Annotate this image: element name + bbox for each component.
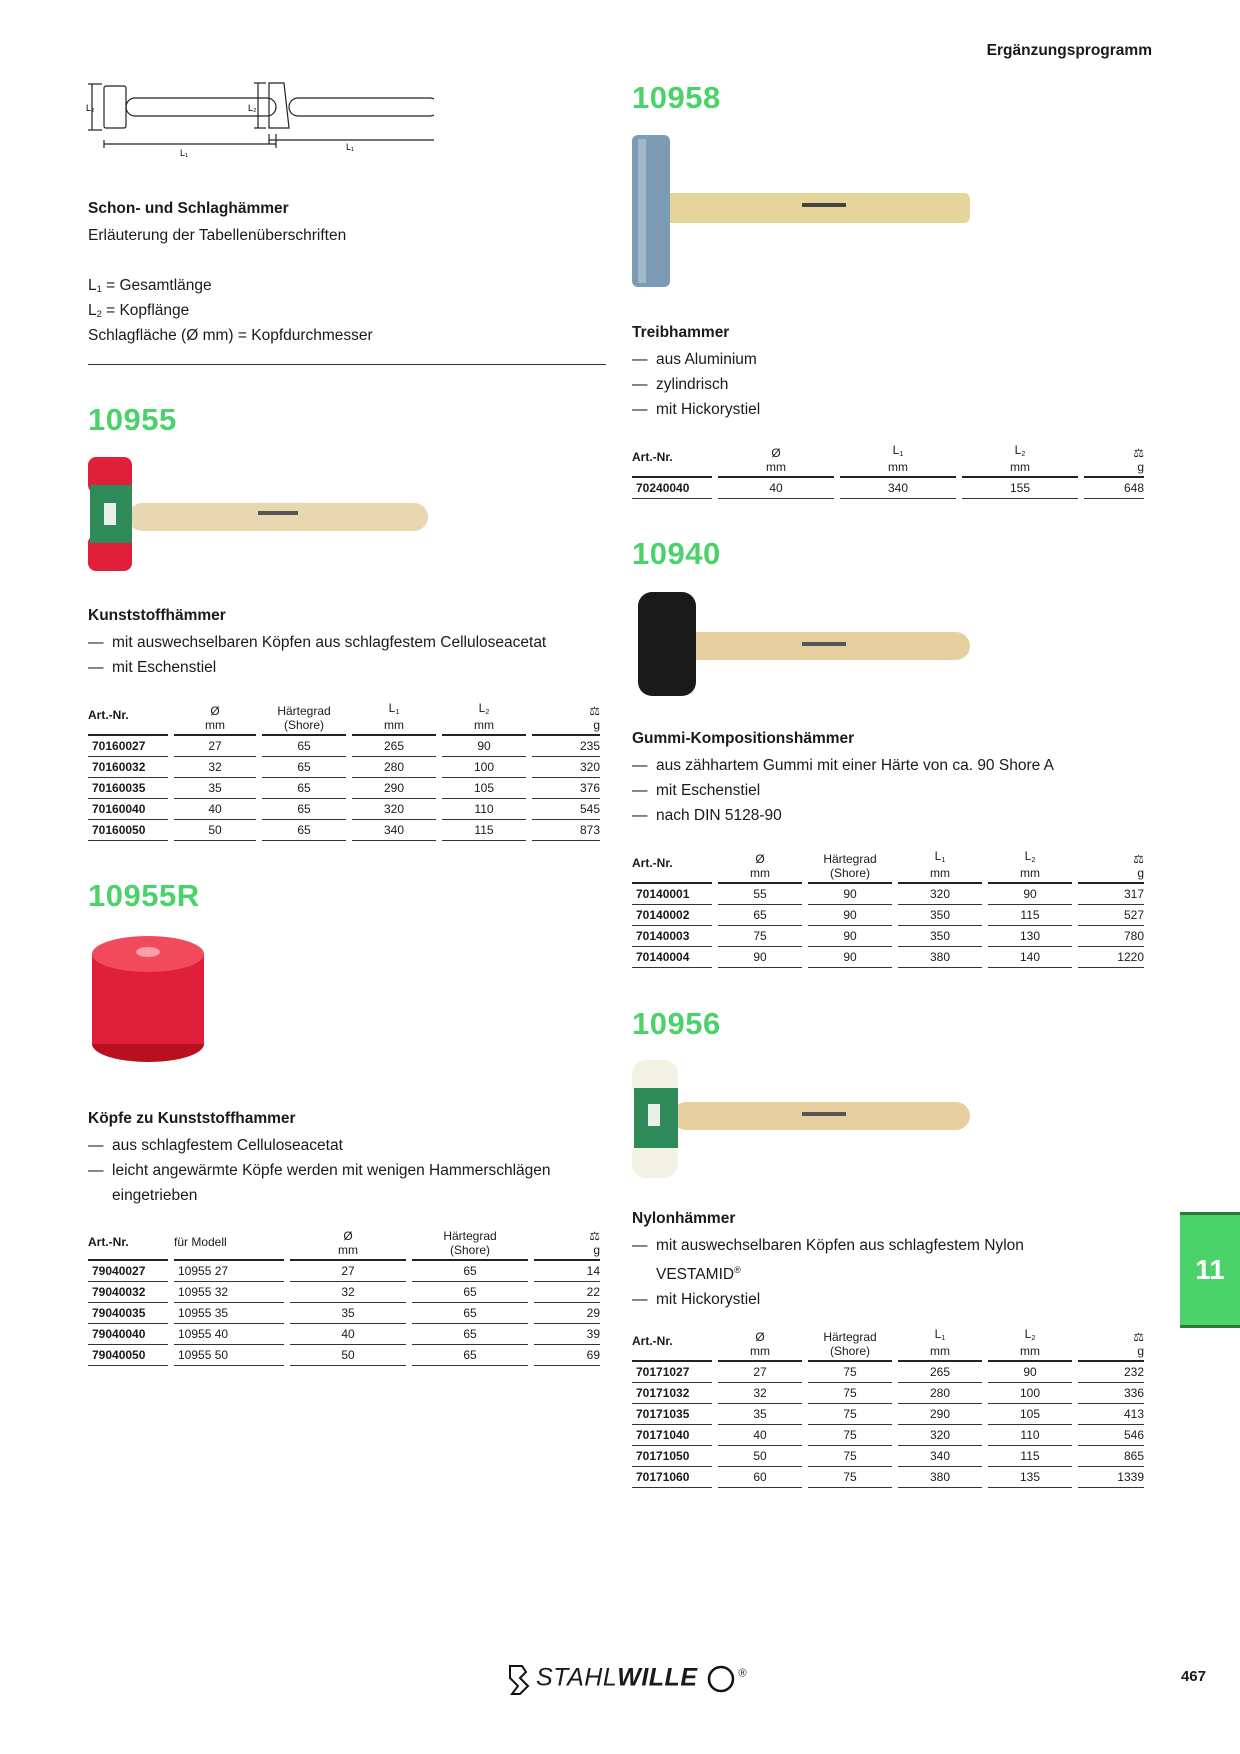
table-cell: 65	[262, 820, 346, 841]
table-cell: 380	[898, 1467, 982, 1488]
table-cell: 70140001	[632, 884, 712, 905]
table-cell: 10955 27	[174, 1261, 284, 1282]
col-l1: $L_1$ mm	[840, 444, 956, 478]
table-cell: 350	[898, 926, 982, 947]
table-cell: 70240040	[632, 478, 712, 499]
table-cell: 75	[808, 1362, 892, 1383]
table-row	[632, 1383, 1144, 1404]
col-l2: $L_2$ mm	[962, 444, 1078, 478]
table-cell: 40	[174, 799, 256, 820]
table-row	[632, 926, 1144, 947]
table-cell: 75	[808, 1404, 892, 1425]
rubber-hammer-image	[632, 590, 972, 700]
table-cell: 70160050	[88, 820, 168, 841]
table-cell: 317	[1078, 884, 1144, 905]
plastic-hammer-image	[88, 455, 433, 575]
col-l2: $L_2$ mm	[442, 702, 526, 736]
table-cell: 873	[532, 820, 600, 841]
table-cell: 10955 50	[174, 1345, 284, 1366]
table-cell: 235	[532, 736, 600, 757]
table-row	[632, 905, 1144, 926]
table-cell: 320	[532, 757, 600, 778]
col-weight: ⚖ g	[1078, 1328, 1144, 1362]
table-cell: 545	[532, 799, 600, 820]
table-cell: 336	[1078, 1383, 1144, 1404]
table-cell: 376	[532, 778, 600, 799]
product-number-10956: 10956	[632, 1006, 721, 1041]
table-cell: 32	[174, 757, 256, 778]
table-cell: 70171035	[632, 1404, 712, 1425]
scale-icon: ⚖	[1133, 852, 1144, 866]
table-cell: 75	[808, 1446, 892, 1467]
table-row	[88, 799, 600, 820]
col-hardness: Härtegrad (Shore)	[808, 850, 892, 884]
table-cell: 70140004	[632, 947, 712, 968]
table-cell: 340	[352, 820, 436, 841]
table-cell: 380	[898, 947, 982, 968]
col-hardness: Härtegrad (Shore)	[412, 1230, 528, 1261]
table-cell: 780	[1078, 926, 1144, 947]
table-row	[88, 736, 600, 757]
table-cell: 40	[718, 1425, 802, 1446]
gear-icon	[704, 1662, 738, 1696]
table-cell: 29	[534, 1303, 600, 1324]
bullet-item: — mit Eschenstiel	[88, 655, 546, 680]
table-cell: 55	[718, 884, 802, 905]
table-cell: 14	[534, 1261, 600, 1282]
table-cell: 105	[988, 1404, 1072, 1425]
table-cell: 232	[1078, 1362, 1144, 1383]
table-cell: 65	[718, 905, 802, 926]
bullet-item: — mit Hickorystiel	[632, 397, 760, 422]
scale-icon: ⚖	[589, 704, 600, 718]
table-cell: 79040032	[88, 1282, 168, 1303]
col-l1: $L_1$ mm	[352, 702, 436, 736]
table-cell: 105	[442, 778, 526, 799]
table-cell: 70140002	[632, 905, 712, 926]
table-cell: 69	[534, 1345, 600, 1366]
table-cell: 35	[718, 1404, 802, 1425]
table-cell: 65	[262, 757, 346, 778]
table-cell: 35	[174, 778, 256, 799]
table-cell: 90	[988, 1362, 1072, 1383]
col-weight: ⚖ g	[532, 702, 600, 736]
table-row	[632, 1425, 1144, 1446]
scale-icon: ⚖	[589, 1229, 600, 1243]
table-cell: 320	[898, 884, 982, 905]
bullet-item: — aus schlagfestem Celluloseacetat	[88, 1133, 606, 1158]
table-row	[632, 1362, 1144, 1383]
intro-l2-explanation: $L_2$ = Kopflänge	[88, 302, 190, 319]
table-cell: 65	[412, 1282, 528, 1303]
product-number-10958: 10958	[632, 80, 721, 115]
bullet-item: — mit Eschenstiel	[632, 778, 1054, 803]
page-number: 467	[1180, 1668, 1206, 1685]
table-cell: 110	[442, 799, 526, 820]
l2-label: L₂	[86, 103, 95, 113]
table-cell: 865	[1078, 1446, 1144, 1467]
table-cell: 110	[988, 1425, 1072, 1446]
table-cell: 65	[412, 1261, 528, 1282]
nylon-hammer-image	[632, 1060, 972, 1180]
intro-title: Schon- und Schlaghämmer	[88, 200, 289, 217]
table-cell: 75	[718, 926, 802, 947]
l1-label-2: L₁	[346, 142, 355, 152]
table-cell: 135	[988, 1467, 1072, 1488]
table-row	[88, 1303, 600, 1324]
bullet-item: — aus zähhartem Gummi mit einer Härte von ca. 90 Shore A	[632, 753, 1054, 778]
col-art-nr: Art.-Nr.	[88, 702, 168, 736]
product-title-10955: Kunststoffhämmer	[88, 607, 226, 624]
scale-icon: ⚖	[1133, 446, 1144, 460]
table-row	[632, 1446, 1144, 1467]
table-cell: 115	[988, 1446, 1072, 1467]
table-cell: 1339	[1078, 1467, 1144, 1488]
product-title-10956: Nylonhämmer	[632, 1210, 736, 1227]
hammer-dimension-diagram	[84, 78, 434, 158]
table-cell: 350	[898, 905, 982, 926]
col-art-nr: Art.-Nr.	[632, 850, 712, 884]
col-diameter: Ø mm	[718, 850, 802, 884]
spec-table-10955	[82, 702, 606, 841]
table-cell: 290	[352, 778, 436, 799]
table-row	[632, 884, 1144, 905]
table-cell: 27	[174, 736, 256, 757]
table-cell: 32	[290, 1282, 406, 1303]
bullet-item: — nach DIN 5128-90	[632, 803, 1054, 828]
table-cell: 75	[808, 1425, 892, 1446]
table-cell: 265	[352, 736, 436, 757]
table-cell: 35	[290, 1303, 406, 1324]
intro-l1-explanation: $L_1$ = Gesamtlänge	[88, 277, 212, 294]
intro-face-explanation: Schlagfläche (Ø mm) = Kopfdurchmesser	[88, 327, 373, 344]
col-diameter: Ø mm	[718, 444, 834, 478]
table-row	[632, 1467, 1144, 1488]
bullet-item: — mit Hickorystiel	[632, 1287, 1152, 1312]
table-cell: 280	[352, 757, 436, 778]
col-l1: $L_1$ mm	[898, 850, 982, 884]
table-cell: 65	[412, 1303, 528, 1324]
scale-icon: ⚖	[1133, 1330, 1144, 1344]
table-cell: 60	[718, 1467, 802, 1488]
col-diameter: Ø mm	[290, 1230, 406, 1261]
bullet-item: — leicht angewärmte Köpfe werden mit wenigen Hammerschlägen eingetrieben	[88, 1158, 606, 1208]
col-hardness: Härtegrad (Shore)	[808, 1328, 892, 1362]
table-cell: 100	[988, 1383, 1072, 1404]
divider	[88, 364, 606, 365]
table-cell: 70160032	[88, 757, 168, 778]
bullet-item: — mit auswechselbaren Köpfen aus schlagfestem Celluloseacetat	[88, 630, 546, 655]
table-cell: 75	[808, 1383, 892, 1404]
table-cell: 290	[898, 1404, 982, 1425]
col-diameter: Ø mm	[718, 1328, 802, 1362]
plastic-head-image	[88, 930, 213, 1070]
table-cell: 115	[988, 905, 1072, 926]
brand-logo: STAHLWILLE ®	[506, 1660, 747, 1704]
table-cell: 90	[718, 947, 802, 968]
bullet-list-10940	[632, 753, 1054, 828]
table-cell: 130	[988, 926, 1072, 947]
table-cell: 79040027	[88, 1261, 168, 1282]
bullet-item: — zylindrisch	[632, 372, 760, 397]
table-cell: 27	[290, 1261, 406, 1282]
bullet-list-10955R	[88, 1133, 606, 1208]
table-cell: 100	[442, 757, 526, 778]
table-cell: 70171027	[632, 1362, 712, 1383]
table-cell: 27	[718, 1362, 802, 1383]
col-weight: ⚖ g	[1084, 444, 1144, 478]
table-cell: 280	[898, 1383, 982, 1404]
table-cell: 40	[290, 1324, 406, 1345]
product-title-10958: Treibhammer	[632, 324, 730, 341]
table-cell: 79040035	[88, 1303, 168, 1324]
bullet-list-10958	[632, 347, 760, 422]
table-row	[88, 1345, 600, 1366]
bullet-list-10956	[632, 1233, 1152, 1312]
table-cell: 90	[808, 884, 892, 905]
table-cell: 115	[442, 820, 526, 841]
col-art-nr: Art.-Nr.	[88, 1230, 168, 1261]
table-cell: 527	[1078, 905, 1144, 926]
table-cell: 90	[808, 905, 892, 926]
table-row	[632, 478, 1144, 499]
table-cell: 65	[412, 1345, 528, 1366]
table-cell: 75	[808, 1467, 892, 1488]
bullet-item: — aus Aluminium	[632, 347, 760, 372]
table-cell: 1220	[1078, 947, 1144, 968]
product-number-10955: 10955	[88, 402, 177, 437]
col-l1: $L_1$ mm	[898, 1328, 982, 1362]
product-title-10940: Gummi-Kompositionshämmer	[632, 730, 855, 747]
bullet-list-10955	[88, 630, 546, 680]
table-row	[88, 820, 600, 841]
table-cell: 90	[808, 947, 892, 968]
chapter-tab[interactable]: 11	[1180, 1212, 1240, 1328]
table-cell: 90	[808, 926, 892, 947]
table-cell: 70171032	[632, 1383, 712, 1404]
table-row	[88, 757, 600, 778]
table-cell: 340	[840, 478, 956, 499]
table-cell: 70140003	[632, 926, 712, 947]
product-title-10955R: Köpfe zu Kunststoffhammer	[88, 1110, 296, 1127]
col-art-nr: Art.-Nr.	[632, 1328, 712, 1362]
table-cell: 140	[988, 947, 1072, 968]
table-cell: 10955 32	[174, 1282, 284, 1303]
table-cell: 70171060	[632, 1467, 712, 1488]
intro-subtitle: Erläuterung der Tabellenüberschriften	[88, 227, 347, 244]
col-art-nr: Art.-Nr.	[632, 444, 712, 478]
product-number-10955R: 10955R	[88, 878, 200, 913]
l1-label: L₁	[180, 148, 189, 158]
table-cell: 40	[718, 478, 834, 499]
table-row	[632, 1404, 1144, 1425]
table-row	[88, 1282, 600, 1303]
product-number-10940: 10940	[632, 536, 721, 571]
table-cell: 70171040	[632, 1425, 712, 1446]
spec-table-10956	[626, 1328, 1150, 1488]
table-cell: 65	[262, 778, 346, 799]
spec-table-10955R	[82, 1230, 606, 1366]
aluminium-hammer-image	[632, 135, 972, 290]
spec-table-10940	[626, 850, 1150, 968]
table-cell: 50	[718, 1446, 802, 1467]
table-cell: 320	[352, 799, 436, 820]
table-cell: 39	[534, 1324, 600, 1345]
table-cell: 79040040	[88, 1324, 168, 1345]
table-cell: 10955 40	[174, 1324, 284, 1345]
table-cell: 413	[1078, 1404, 1144, 1425]
table-cell: 70160040	[88, 799, 168, 820]
table-row	[88, 1261, 600, 1282]
table-cell: 65	[412, 1324, 528, 1345]
table-cell: 90	[988, 884, 1072, 905]
table-cell: 546	[1078, 1425, 1144, 1446]
table-cell: 155	[962, 478, 1078, 499]
table-cell: 10955 35	[174, 1303, 284, 1324]
table-cell: 50	[174, 820, 256, 841]
col-weight: ⚖ g	[1078, 850, 1144, 884]
table-cell: 50	[290, 1345, 406, 1366]
table-cell: 320	[898, 1425, 982, 1446]
table-row	[88, 778, 600, 799]
col-model: für Modell	[174, 1230, 284, 1261]
table-cell: 32	[718, 1383, 802, 1404]
section-title: Ergänzungsprogramm	[986, 42, 1152, 59]
col-l2: $L_2$ mm	[988, 1328, 1072, 1362]
table-row	[88, 1324, 600, 1345]
col-weight: ⚖ g	[534, 1230, 600, 1261]
l2-label-2: L₂	[248, 103, 257, 113]
col-hardness: Härtegrad (Shore)	[262, 702, 346, 736]
table-cell: 22	[534, 1282, 600, 1303]
table-cell: 65	[262, 799, 346, 820]
table-cell: 70160035	[88, 778, 168, 799]
table-row	[632, 947, 1144, 968]
col-diameter: Ø mm	[174, 702, 256, 736]
table-cell: 70171050	[632, 1446, 712, 1467]
col-l2: $L_2$ mm	[988, 850, 1072, 884]
table-cell: 340	[898, 1446, 982, 1467]
table-cell: 90	[442, 736, 526, 757]
table-cell: 79040050	[88, 1345, 168, 1366]
bullet-item: — mit auswechselbaren Köpfen aus schlagfestem Nylon VESTAMID®	[632, 1233, 1152, 1287]
wrench-icon	[506, 1660, 536, 1698]
table-cell: 70160027	[88, 736, 168, 757]
table-cell: 65	[262, 736, 346, 757]
spec-table-10958	[626, 444, 1150, 499]
table-cell: 265	[898, 1362, 982, 1383]
table-cell: 648	[1084, 478, 1144, 499]
